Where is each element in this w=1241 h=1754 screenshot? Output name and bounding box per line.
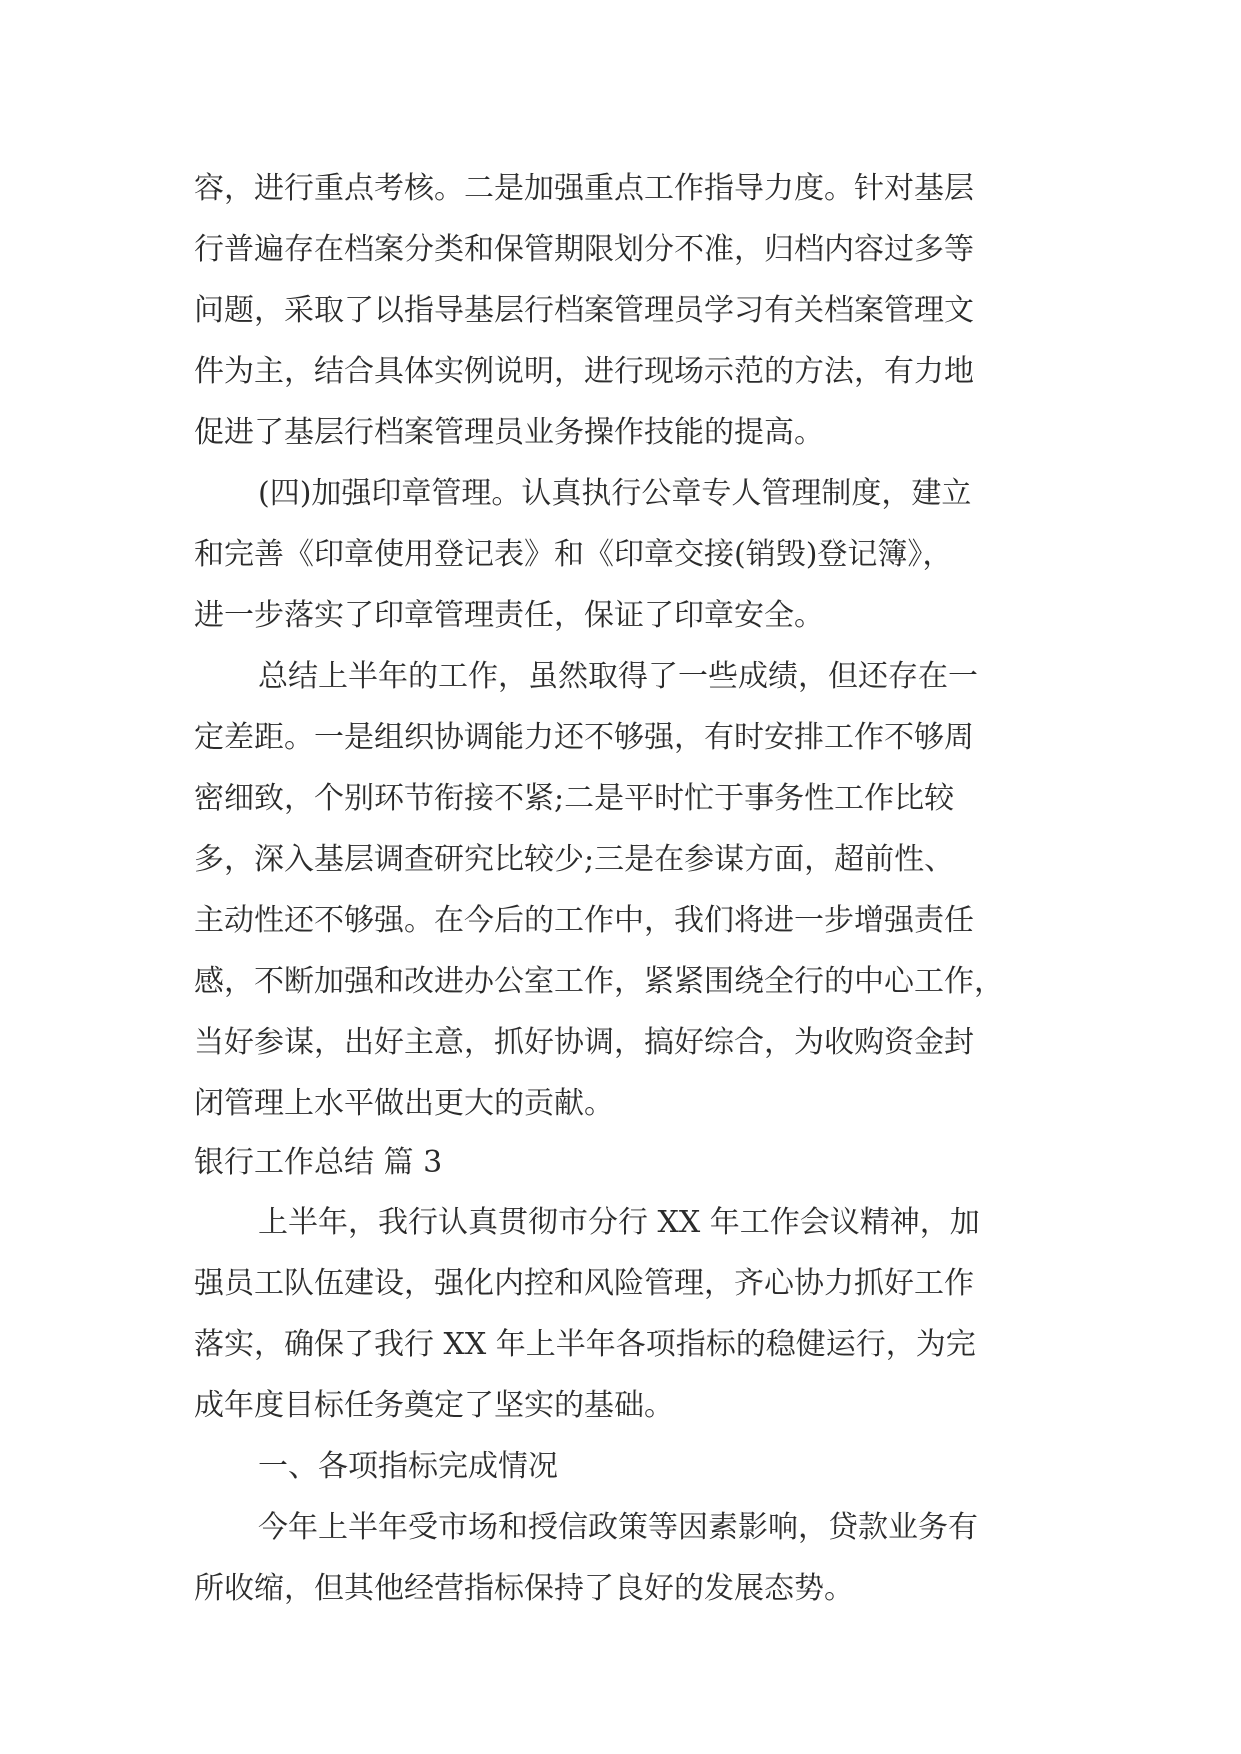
text-line: 行普遍存在档案分类和保管期限划分不准，归档内容过多等 (194, 232, 974, 267)
text-line: 成年度目标任务奠定了坚实的基础。 (194, 1388, 674, 1423)
text-line: 件为主，结合具体实例说明，进行现场示范的方法，有力地 (194, 354, 974, 389)
document-body (194, 158, 1054, 1619)
text-line: 问题，采取了以指导基层行档案管理员学习有关档案管理文 (194, 293, 974, 328)
text-line: (四)加强印章管理。认真执行公章专人管理制度，建立 (258, 476, 972, 511)
text-line: 容，进行重点考核。二是加强重点工作指导力度。针对基层 (194, 171, 974, 206)
text-line: 促进了基层行档案管理员业务操作技能的提高。 (194, 415, 824, 450)
text-line: 所收缩，但其他经营指标保持了良好的发展态势。 (194, 1571, 854, 1606)
text-line: 感，不断加强和改进办公室工作，紧紧围绕全行的中心工作， (194, 964, 1004, 999)
text-line: 落实，确保了我行 XX 年上半年各项指标的稳健运行，为完 (194, 1327, 976, 1362)
text-line: 定差距。一是组织协调能力还不够强，有时安排工作不够周 (194, 720, 974, 755)
text-line: 主动性还不够强。在今后的工作中，我们将进一步增强责任 (194, 903, 974, 938)
text-line: 进一步落实了印章管理责任，保证了印章安全。 (194, 598, 824, 633)
text-line: 闭管理上水平做出更大的贡献。 (194, 1086, 614, 1121)
text-line: 上半年，我行认真贯彻市分行 XX 年工作会议精神，加 (258, 1205, 980, 1240)
subsection-heading: 一、各项指标完成情况 (258, 1449, 558, 1484)
text-line: 总结上半年的工作，虽然取得了一些成绩，但还存在一 (258, 659, 978, 694)
text-line: 密细致，个别环节衔接不紧;二是平时忙于事务性工作比较 (194, 781, 955, 816)
section-heading: 银行工作总结 篇 3 (194, 1145, 443, 1180)
text-line: 当好参谋，出好主意，抓好协调，搞好综合，为收购资金封 (194, 1025, 974, 1060)
text-line: 今年上半年受市场和授信政策等因素影响，贷款业务有 (258, 1510, 978, 1545)
text-line: 和完善《印章使用登记表》和《印章交接(销毁)登记簿》， (194, 537, 953, 572)
text-line: 强员工队伍建设，强化内控和风险管理，齐心协力抓好工作 (194, 1266, 974, 1301)
text-line: 多，深入基层调查研究比较少;三是在参谋方面，超前性、 (194, 842, 955, 877)
